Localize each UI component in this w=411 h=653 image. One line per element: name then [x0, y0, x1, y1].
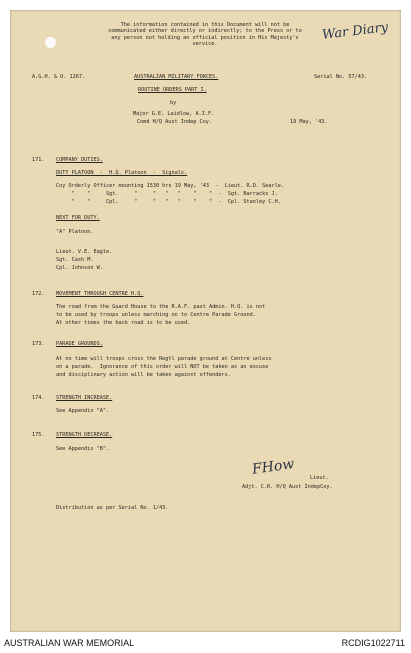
archive-credit: AUSTRALIAN WAR MEMORIAL	[4, 638, 135, 648]
section-subline: Lieut. V.E. Eagle.	[56, 249, 113, 255]
by-line: by	[170, 100, 177, 106]
section-line: on a parade. Ignorance of this order will NOT be taken as an excuse	[56, 364, 269, 370]
distribution-line: Distribution as per Serial No. 1/43.	[56, 505, 169, 511]
handwritten-note: War Diary	[321, 20, 389, 43]
section-subline: Sgt. Cash M.	[56, 257, 94, 263]
section-heading: COMPANY DUTIES.	[56, 157, 103, 163]
signature: FHow	[251, 456, 296, 478]
section-line: At no time will troops cross the Regtl parade ground at Centre unless	[56, 356, 272, 362]
signature-title: Adjt. C.R. H/Q Aust IndepCoy.	[242, 484, 333, 490]
section-heading: PARADE GROUNDS.	[56, 341, 103, 347]
signature-rank: Lieut.	[310, 475, 329, 481]
section-number: 175.	[32, 432, 45, 438]
force-name: AUSTRALIAN MILITARY FORCES.	[134, 74, 219, 80]
document-page	[10, 10, 401, 632]
document-date: 19 May, '43.	[290, 119, 328, 125]
paper-hole	[43, 35, 57, 49]
section-line: to be used by troops unless marching on to Centre Parade Ground.	[56, 312, 256, 318]
section-subline: "A" Platoon.	[56, 229, 94, 235]
section-line: DUTY PLATOON - H.Q. Platoon - Signals.	[56, 170, 188, 176]
section-line: and disciplinary action will be taken against offenders.	[56, 372, 231, 378]
section-number: 173.	[32, 341, 45, 347]
section-line: " " Sgt. " " " " " " - Sgt. Barracks J.	[56, 191, 278, 197]
section-line: See Appendix "B".	[56, 446, 110, 452]
section-number: 174.	[32, 395, 45, 401]
reference-number: A.G.H. & O. 1267.	[32, 74, 86, 80]
section-heading: STRENGTH DECREASE.	[56, 432, 113, 438]
section-heading: MOVEMENT THROUGH CENTRE H.Q.	[56, 291, 144, 297]
document-title: ROUTINE ORDERS PART I.	[138, 87, 207, 93]
section-number: 171.	[32, 157, 45, 163]
section-subline: Cpl. Johnson W.	[56, 265, 103, 271]
section-line: See Appendix "A".	[56, 408, 110, 414]
section-subheading: NEXT FOR DUTY.	[56, 215, 100, 221]
section-line: " " Cpl. " " " " " " - Cpl. Stanley C.H.	[56, 199, 281, 205]
security-notice: The information contained in this Document will not be communicated either directly or indirectly; to the Press or to any person not holding an official position in His Majesty's service.	[108, 22, 302, 48]
section-line: At other times the back road is to be used.	[56, 320, 191, 326]
section-line: The road from the Guard House to the R.A.F. past Admin. H.Q. is not	[56, 304, 266, 310]
section-number: 172.	[32, 291, 45, 297]
archive-id: RCDIG1022711	[341, 638, 405, 648]
serial-number: Serial No. 57/43.	[314, 74, 368, 80]
unit-name: Comd H/Q Aust Indep Coy.	[137, 119, 212, 125]
section-line: Coy Orderly Officer mounting 1530 hrs 19 May, '43 - Lieut. R.D. Searle.	[56, 183, 284, 189]
section-heading: STRENGTH INCREASE.	[56, 395, 113, 401]
commander-name: Major G.E. Laidlow, A.I.F.	[133, 111, 215, 117]
